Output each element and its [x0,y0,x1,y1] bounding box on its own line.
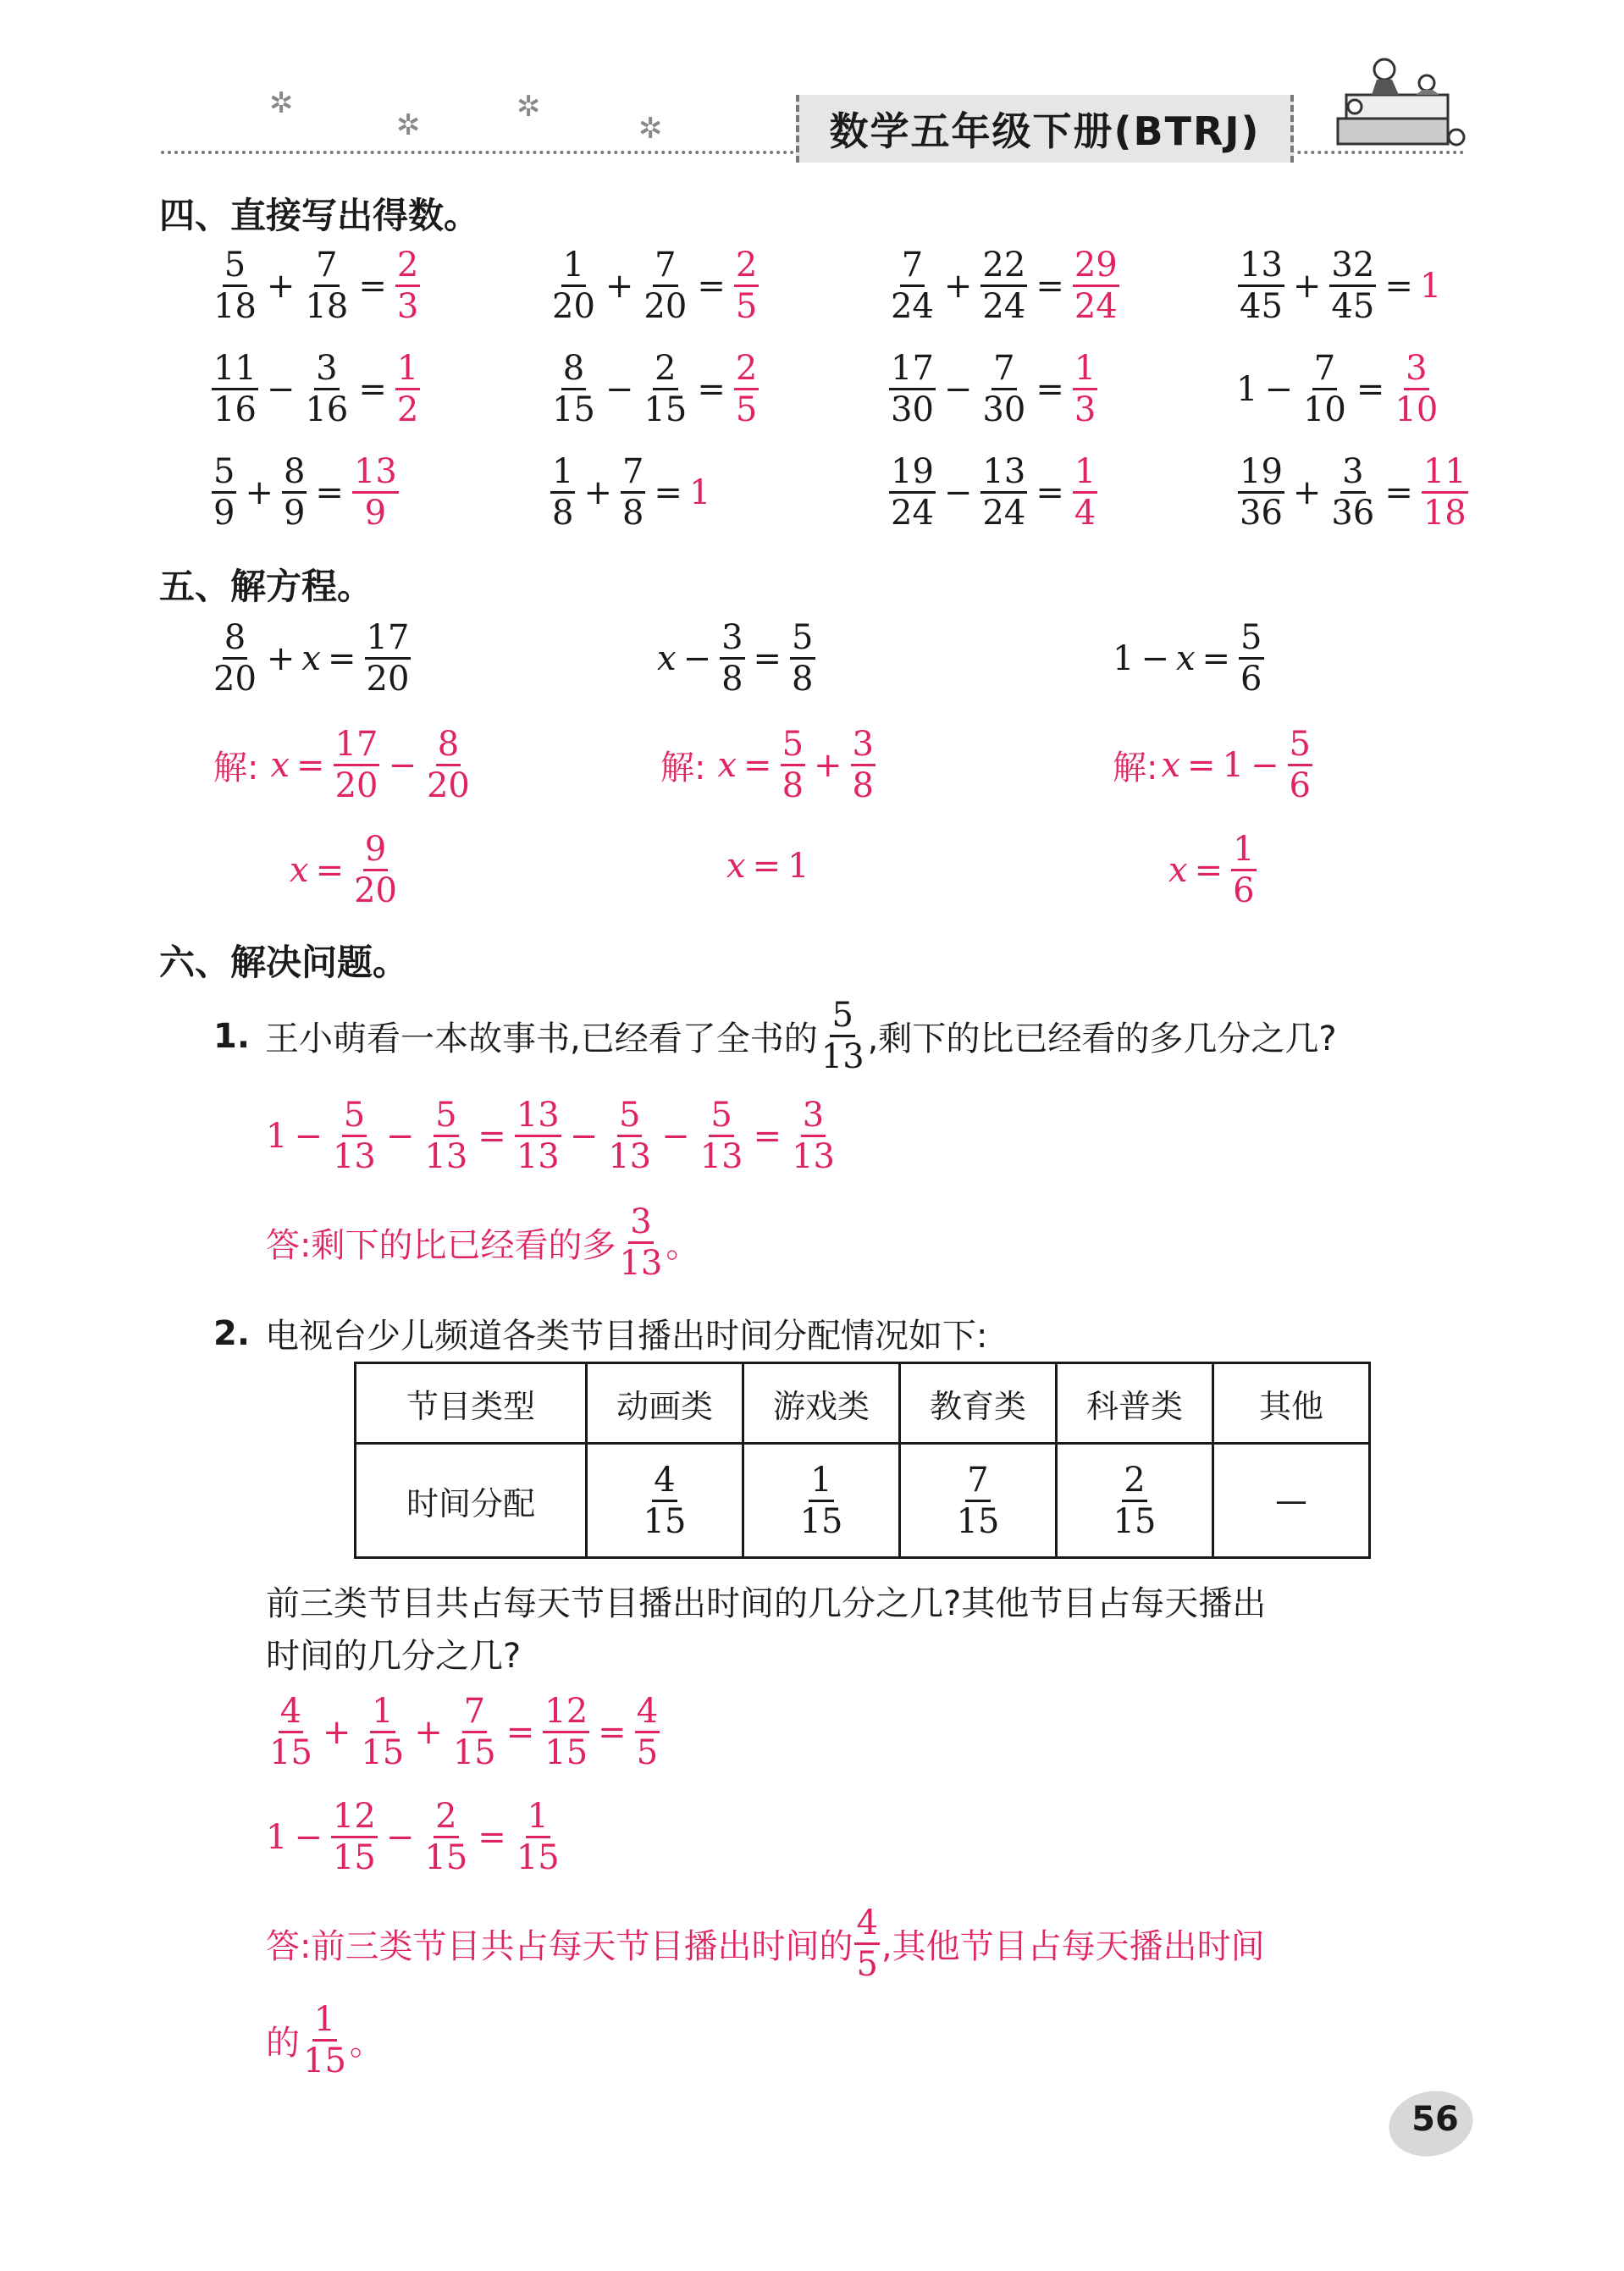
fraction: $\frac{7}{24}$ [891,246,934,326]
direct-answer-item: $\frac{17}{30}$ − $\frac{7}{30}$ = $\frac{1}{3}$ [891,349,1096,429]
fraction: $\frac{5}{13}$ [699,1096,743,1176]
fraction: $\frac{5}{6}$ [1240,618,1262,699]
fraction: $\frac{1}{3}$ [1074,349,1096,429]
fraction: $\frac{8}{20}$ [426,725,470,805]
fraction: $\frac{1}{4}$ [1074,452,1096,533]
fraction: $\frac{2}{5}$ [735,349,758,429]
flower-icon: ✲ [269,86,294,120]
fraction: $\frac{5}{9}$ [213,452,235,533]
problem-1-answer: 答:剩下的比已经看的多 $\frac{3}{13}$ 。 [266,1202,700,1283]
equation-3: 1 − x = $\frac{5}{6}$ [1113,618,1262,699]
fraction: $\frac{4}{5}$ [856,1904,878,1984]
fraction: $\frac{5}{13}$ [608,1096,652,1176]
fraction: $\frac{13}{45}$ [1240,246,1283,326]
fraction: $\frac{9}{20}$ [354,830,397,910]
equation-2-solution-step-1: 解: x = $\frac{5}{8}$ + $\frac{3}{8}$ [660,725,874,805]
problem-2-answer-line-1: 答:前三类节目共占每天节目播出时间的 $\frac{4}{5}$ ,其他节目占每天播出时间 [266,1904,1265,1984]
fraction: $\frac{7}{10}$ [1302,349,1346,429]
fraction: $\frac{3}{13}$ [619,1202,663,1283]
fraction: $\frac{3}{13}$ [792,1096,835,1176]
fraction: $\frac{12}{15}$ [544,1692,588,1772]
problem-2-calculation-1: $\frac{4}{15}$ + $\frac{1}{15}$ + $\frac{7}{15}$ = $\frac{12}{15}$ = $\frac{4}{5}$ [269,1692,659,1772]
table-cell [587,1444,743,1558]
table-header-row [356,1363,1370,1444]
fraction: $\frac{11}{16}$ [213,349,257,429]
fraction: $\frac{8}{15}$ [552,349,595,429]
fraction: $\frac{17}{20}$ [334,725,378,805]
direct-answer-item: $\frac{1}{8}$ + $\frac{7}{8}$ = 1 [552,452,711,533]
table-row [356,1444,1370,1558]
equation-3-solution-step-1: 解: x = 1 − $\frac{5}{6}$ [1113,725,1311,805]
fraction: $\frac{3}{16}$ [305,349,349,429]
fraction: $\frac{1}{20}$ [552,246,595,326]
fraction: $\frac{5}{8}$ [792,618,814,699]
table-row-label: 时间分配 [356,1444,587,1558]
fraction: $\frac{3}{36}$ [1331,452,1375,533]
fraction: $\frac{32}{45}$ [1331,246,1375,326]
fraction: $\frac{5}{6}$ [1289,725,1311,805]
fraction: $\frac{7}{8}$ [621,452,644,533]
fraction: $\frac{3}{10}$ [1395,349,1439,429]
direct-answer-item: $\frac{7}{24}$ + $\frac{22}{24}$ = $\frac{29}{24}$ [891,246,1118,326]
fraction: $\frac{13}{13}$ [516,1096,560,1176]
equation-1: $\frac{8}{20}$ + x = $\frac{17}{20}$ [213,618,410,699]
fraction: $\frac{22}{24}$ [982,246,1026,326]
table-header-cell: 教育类 [900,1363,1057,1444]
fraction: $\frac{2}{15}$ [424,1797,468,1877]
fraction: $\frac{1}{2}$ [396,349,419,429]
fraction: $\frac{2}{15}$ [1113,1460,1157,1541]
table-header-cell: 节目类型 [356,1363,587,1444]
equation-3-solution-step-2: x = $\frac{1}{6}$ [1168,830,1255,910]
fraction: $\frac{5}{13}$ [332,1096,376,1176]
direct-answer-item: 1 − $\frac{7}{10}$ = $\frac{3}{10}$ [1236,349,1439,429]
direct-answer-item: $\frac{13}{45}$ + $\frac{32}{45}$ = 1 [1240,246,1442,326]
direct-answer-item: $\frac{5}{9}$ + $\frac{8}{9}$ = $\frac{13}{9}$ [213,452,397,533]
direct-answer-item: $\frac{1}{20}$ + $\frac{7}{20}$ = $\frac{2}{5}$ [552,246,758,326]
fraction: $\frac{4}{15}$ [643,1460,687,1541]
problem-2-intro: 2. 电视台少儿频道各类节目播出时间分配情况如下: [213,1313,988,1356]
fraction: $\frac{1}{8}$ [552,452,574,533]
table-header-cell: 科普类 [1057,1363,1213,1444]
fraction: $\frac{11}{18}$ [1422,452,1467,533]
table-cell [900,1444,1057,1558]
table-header-cell: 游戏类 [743,1363,900,1444]
equation-2-solution-step-2: x = 1 [726,847,809,886]
problem-2-question-line-2: 时间的几分之几? [266,1637,522,1676]
problem-1-calculation: 1 − $\frac{5}{13}$ − $\frac{5}{13}$ = $\frac{13}{13}$ − $\frac{5}{13}$ − $\frac{5}{13}$ = $\frac{3}{13}$ [266,1096,835,1176]
fraction: $\frac{8}{20}$ [213,618,257,699]
fraction: $\frac{1}{15}$ [799,1460,843,1541]
fraction: $\frac{3}{8}$ [852,725,874,805]
fraction: $\frac{7}{15}$ [452,1692,496,1772]
section-title-direct-answers: 四、直接写出得数。 [159,195,480,236]
problem-2-calculation-2: 1 − $\frac{12}{15}$ − $\frac{2}{15}$ = $\frac{1}{15}$ [266,1797,560,1877]
fraction: $\frac{8}{9}$ [283,452,306,533]
table-cell [1057,1444,1213,1558]
fraction: $\frac{19}{24}$ [891,452,934,533]
table-header-cell: 动画类 [587,1363,743,1444]
fraction: $\frac{2}{3}$ [396,246,419,326]
fraction: $\frac{4}{5}$ [636,1692,659,1772]
fraction: $\frac{4}{15}$ [269,1692,312,1772]
fraction: $\frac{5}{13}$ [424,1096,468,1176]
fraction: $\frac{2}{15}$ [644,349,688,429]
book-title: 数学五年级下册(BTRJ) [796,95,1294,163]
fraction: $\frac{2}{5}$ [735,246,758,326]
equation-2: x − $\frac{3}{8}$ = $\frac{5}{8}$ [657,618,814,699]
direct-answer-item: $\frac{19}{36}$ + $\frac{3}{36}$ = $\frac{11}{18}$ [1240,452,1467,533]
fraction: $\frac{1}{15}$ [516,1797,560,1877]
flower-icon: ✲ [516,90,541,124]
fraction: $\frac{1}{15}$ [361,1692,405,1772]
direct-answer-item: $\frac{19}{24}$ − $\frac{13}{24}$ = $\frac{1}{4}$ [891,452,1096,533]
direct-answer-item: $\frac{11}{16}$ − $\frac{3}{16}$ = $\frac{1}{2}$ [213,349,419,429]
equation-1-solution-step-2: x = $\frac{9}{20}$ [290,830,397,910]
fraction: $\frac{29}{24}$ [1074,246,1118,326]
section-title-equations: 五、解方程。 [159,566,373,607]
fraction: $\frac{1}{15}$ [303,2000,346,2080]
flower-icon: ✲ [396,108,421,142]
schedule-table [354,1362,1371,1559]
fraction: $\frac{7}{20}$ [644,246,688,326]
problem-2-answer-line-2: 的 $\frac{1}{15}$ 。 [266,2000,384,2080]
fraction: $\frac{5}{18}$ [213,246,257,326]
table-cell: — [1213,1444,1370,1558]
fraction: $\frac{17}{30}$ [891,349,934,429]
direct-answer-item: $\frac{5}{18}$ + $\frac{7}{18}$ = $\frac{2}{3}$ [213,246,419,326]
fraction: $\frac{17}{20}$ [366,618,410,699]
fraction: $\frac{7}{30}$ [982,349,1026,429]
fraction: $\frac{13}{24}$ [982,452,1026,533]
fraction: $\frac{5}{8}$ [782,725,804,805]
table-header-cell: 其他 [1213,1363,1370,1444]
direct-answer-item: $\frac{8}{15}$ − $\frac{2}{15}$ = $\frac{2}{5}$ [552,349,758,429]
fraction: $\frac{3}{8}$ [721,618,743,699]
equation-1-solution-step-1: 解: x = $\frac{17}{20}$ − $\frac{8}{20}$ [213,725,470,805]
flower-icon: ✲ [638,112,663,146]
problem-2-question-line-1: 前三类节目共占每天节目播出时间的几分之几?其他节目占每天播出 [266,1584,1267,1623]
page-number: 56 [1411,2100,1459,2139]
table-cell [743,1444,900,1558]
fraction: $\frac{5}{13}$ [820,996,864,1076]
fraction: $\frac{7}{18}$ [305,246,349,326]
section-title-problems: 六、解决问题。 [159,942,409,983]
fraction: $\frac{19}{36}$ [1240,452,1283,533]
fraction: $\frac{7}{15}$ [956,1460,1000,1541]
problem-1-question: 1. 王小萌看一本故事书,已经看了全书的 $\frac{5}{13}$ ,剩下的比已经看的多几分之几? [213,996,1337,1076]
fraction: $\frac{12}{15}$ [332,1797,376,1877]
book-stack-icon [1321,51,1482,161]
fraction: $\frac{1}{6}$ [1233,830,1255,910]
fraction: $\frac{13}{9}$ [353,452,397,533]
